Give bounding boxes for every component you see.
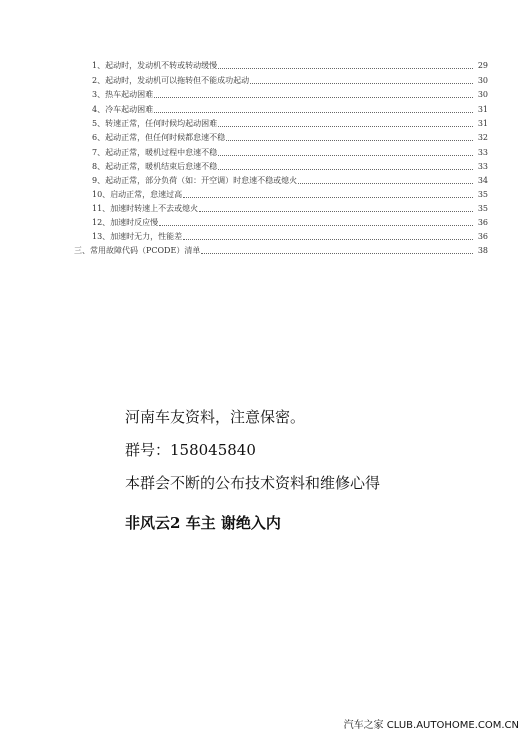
toc-entry-number: 三、 (74, 246, 90, 255)
toc-entry (92, 117, 488, 129)
toc-entry-number: 8、 (92, 162, 106, 171)
toc-entry (92, 103, 488, 115)
toc-entry (92, 88, 488, 100)
notice-publishing: 本群会不断的公布技术资料和维修心得 (125, 474, 381, 492)
toc-entry-title: 起动时，发动机不转或转动缓慢 (105, 61, 218, 70)
toc-entry (92, 74, 488, 86)
toc-entry-number: 12、 (92, 218, 111, 227)
toc-entry-title: 起动正常，但任何时候都怠速不稳 (105, 133, 226, 142)
toc-entry-title: 冷车起动困难 (105, 105, 154, 114)
toc-dot-leader (201, 253, 473, 254)
toc-dot-leader (154, 112, 473, 113)
toc-entry-title: 加速时无力，性能差 (110, 232, 183, 241)
toc-entry-page: 36 (477, 232, 488, 241)
toc-entry-number: 5、 (92, 119, 106, 128)
toc-dot-leader (250, 83, 473, 84)
toc-dot-leader (183, 239, 473, 240)
toc-entry (92, 160, 488, 172)
toc-entry-number: 2、 (92, 76, 106, 85)
toc-entry (92, 216, 488, 228)
toc-entry-number: 7、 (92, 148, 106, 157)
toc-entry-page: 31 (477, 119, 488, 128)
notice-confidential: 河南车友资料，注意保密。 (125, 408, 306, 426)
toc-entry-number: 11、 (92, 204, 111, 213)
toc-entry (92, 59, 488, 71)
toc-dot-leader (159, 225, 473, 226)
toc-entry (92, 131, 488, 143)
toc-entry-title: 转速正常，任何时候均起动困难 (105, 119, 218, 128)
toc-entry-page: 35 (477, 204, 488, 213)
site-watermark: 汽车之家 CLUB.AUTOHOME.COM.CN (343, 720, 519, 731)
toc-dot-leader (226, 140, 473, 141)
toc-entry-number: 13、 (92, 232, 111, 241)
toc-entry (92, 230, 488, 242)
toc-dot-leader (218, 155, 473, 156)
toc-entry-number: 4、 (92, 105, 106, 114)
toc-dot-leader (218, 126, 473, 127)
toc-entry-page: 32 (477, 133, 488, 142)
toc-entry-page: 33 (477, 162, 488, 171)
toc-entry-title: 起动正常，部分负荷（如：开空调）时怠速不稳或熄火 (105, 176, 298, 185)
toc-entry-number: 9、 (92, 176, 106, 185)
toc-entry-title: 起动正常，暖机结束后怠速不稳 (105, 162, 218, 171)
toc-dot-leader (183, 197, 473, 198)
toc-entry-page: 36 (477, 218, 488, 227)
toc-dot-leader (298, 183, 473, 184)
toc-entry-title: 加速时反应慢 (110, 218, 159, 227)
toc-entry-title: 加速时转速上不去或熄火 (110, 204, 199, 213)
toc-entry-title: 常用故障代码（PCODE）清单 (90, 246, 201, 255)
toc-entry (74, 244, 488, 256)
toc-entry-page: 35 (477, 190, 488, 199)
toc-entry-page: 38 (477, 246, 488, 255)
toc-entry (92, 202, 488, 214)
toc-entry (92, 146, 488, 158)
toc-entry-title: 起动正常，暖机过程中怠速不稳 (105, 148, 218, 157)
toc-entry (92, 188, 488, 200)
toc-entry-page: 29 (477, 61, 488, 70)
toc-entry-number: 1、 (92, 61, 106, 70)
notice-group-number: 群号：158045840 (125, 441, 256, 459)
toc-entry-page: 30 (477, 90, 488, 99)
toc-dot-leader (218, 169, 473, 170)
toc-entry-title: 起动时，发动机可以拖转但不能成功起动 (105, 76, 250, 85)
toc-entry-number: 10、 (92, 190, 111, 199)
toc-dot-leader (218, 68, 473, 69)
toc-entry-number: 3、 (92, 90, 106, 99)
toc-entry-page: 30 (477, 76, 488, 85)
toc-entry-page: 31 (477, 105, 488, 114)
notice-restriction: 非风云2 车主 谢绝入内 (125, 514, 281, 532)
toc-entry-page: 34 (477, 176, 488, 185)
toc-entry-number: 6、 (92, 133, 106, 142)
toc-entry-page: 33 (477, 148, 488, 157)
toc-entry (92, 174, 488, 186)
toc-dot-leader (154, 97, 473, 98)
toc-entry-title: 热车起动困难 (105, 90, 154, 99)
toc-entry-title: 启动正常，怠速过高 (110, 190, 183, 199)
toc-dot-leader (199, 211, 473, 212)
